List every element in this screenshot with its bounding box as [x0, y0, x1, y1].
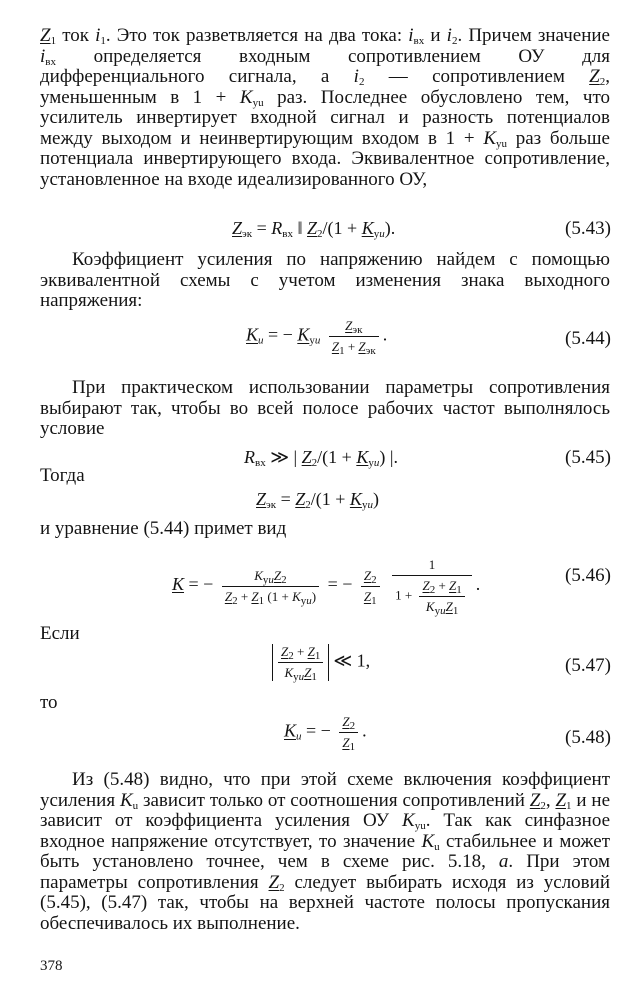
equation-5-43: $Z_{эк} = R_{вх}$ ‖ $Z_2/(1 + K_{уu})$.	[232, 218, 396, 240]
equation-number-5-48: (5.48)	[565, 727, 611, 748]
word-esli: Если	[40, 623, 80, 644]
paragraph-intro: $Z_1$ ток $i_1$. Это ток разветвляется на два тока: $i_{вх}$ и $i_2$. Причем значение $i_{вх}$ определяется входным сопротивлением ОУ для дифференциального сигнала, а $i_2$ — сопротивлением $Z_2$, уменьшенным в $1 + K_{уu}$ раз. Последнее обусловлено тем, что усилитель инвертирует входной сигнал и разность потенциалов между выходом и неинвертирующим входом в $1 + K_{уu}$ раз больше потенциала инвертирующего входа. Эквивалентное сопротивление, установленное на входе идеализированного ОУ,	[40, 25, 610, 190]
equation-number-5-46: (5.46)	[565, 565, 611, 586]
equation-number-5-44: (5.44)	[565, 328, 611, 349]
paragraph-condition: При практическом использовании параметры сопротивления выбирают так, чтобы во всей полосе рабочих частот выполнялось условие	[40, 377, 610, 439]
equation-number-5-47: (5.47)	[565, 655, 611, 676]
word-to: то	[40, 692, 58, 713]
word-togda: Тогда	[40, 465, 85, 486]
paragraph-gain: Коэффициент усиления по напряжению найдем с помощью эквивалентной схемы с учетом изменения знака выходного напряжения:	[40, 249, 610, 311]
equation-5-46: K = − $\frac{K_{уu}Z_2}{Z_2 + Z_1 (1 + K_{уu})}$ = − $\frac{Z_2}{Z_1}$ 1 1 + $\frac{Z_2 + Z_1}{K_{уu}Z_1}$ .	[172, 557, 481, 617]
paragraph-conclusion: Из (5.48) видно, что при этой схеме включения коэффициент усиления $K_u$ зависит только от соотношения сопротивлений $Z_2$, $Z_1$ и не зависит от коэффициента усиления ОУ $K_{уu}$. Так как синфазное входное напряжение отсутствует, то значение $K_u$ стабильнее и может быть установлено точнее, чем в схеме рис. 5.18, а. При этом параметры сопротивления $Z_2$ следует выбирать исходя из условий (5.45), (5.47) так, чтобы на верхней частоте полосы пропускания обеспечивалось их выполнение.	[40, 769, 611, 934]
equation-5-47: $\frac{Z_2 + Z_1}{K_{уu}Z_1}$ ≪ 1,	[272, 644, 370, 681]
page-number: 378	[40, 958, 63, 974]
equation-zek-simplified: $Z_{эк} = Z_2/(1 + K_{уu})$	[256, 489, 379, 511]
line-and-equation: и уравнение (5.44) примет вид	[40, 518, 287, 539]
equation-5-44: $K_u$ = − $K_{уu}$ $\frac{Z_{эк}}{Z_1 + Z_{эк}}$ .	[246, 318, 388, 357]
equation-5-45: $R_{вх}$ ≫ | $Z_2/(1 + K_{уu})$ |.	[244, 447, 398, 469]
equation-number-5-45: (5.45)	[565, 447, 611, 468]
equation-5-48: $K_u$ = − $\frac{Z_2}{Z_1}$ .	[284, 714, 367, 753]
equation-number-5-43: (5.43)	[565, 218, 611, 239]
